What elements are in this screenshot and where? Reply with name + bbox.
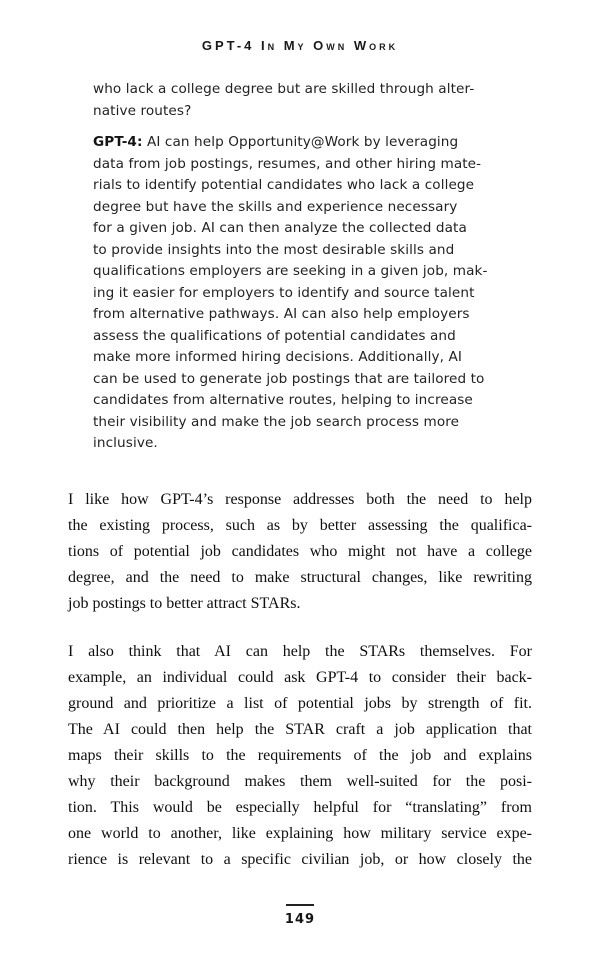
question-excerpt-block — [93, 79, 540, 122]
running-header-title: GPT-4 In My Own Work — [201, 38, 399, 53]
text-line: ing it easier for employers to identify and source talent — [93, 284, 475, 301]
text-line: assess the qualifications of potential candidates and — [93, 327, 456, 344]
text-line: I like how GPT-4’s response addresses both the need to help — [68, 490, 532, 508]
text-line: who lack a college degree but are skilled through alter- — [93, 81, 475, 97]
text-line: ground and prioritize a list of potential jobs by strength of fit. — [68, 694, 532, 712]
page-footer — [0, 904, 600, 927]
body-paragraph-1 — [68, 487, 532, 617]
text-line: rials to identify potential candidates who lack a college — [93, 177, 475, 193]
text-line: make more informed hiring decisions. Additionally, AI — [93, 349, 462, 365]
text-line: maps their skills to the requirements of the job and explains — [68, 746, 532, 764]
text-line: native routes? — [93, 102, 192, 119]
text-line: The AI could then help the STAR craft a job application that — [68, 720, 532, 738]
text-line: rience is relevant to a specific civilian job, or how closely the — [68, 850, 532, 868]
text-line: to provide insights into the most desirable skills and — [93, 241, 455, 258]
text-line: example, an individual could ask GPT-4 to consider their back- — [68, 668, 532, 686]
speaker-label: GPT-4: — [93, 134, 143, 150]
text-line: job postings to better attract STARs. — [68, 594, 301, 612]
text-line: the existing process, such as by better assessing the qualifica- — [68, 516, 532, 534]
text-line — [93, 132, 540, 154]
text-line: from alternative pathways. AI can also help employers — [93, 306, 470, 322]
text-line: one world to another, like explaining how military service expe- — [68, 824, 532, 842]
text-line: for a given job. AI can then analyze the collected data — [93, 220, 467, 236]
text-line: candidates from alternative routes, helping to increase — [93, 392, 473, 408]
text-line: inclusive. — [93, 435, 158, 451]
text-line: their visibility and make the job search process more — [93, 413, 460, 430]
body-paragraph-2 — [68, 639, 532, 873]
text-line: degree, and the need to make structural changes, like rewriting — [68, 568, 532, 586]
text-line: I also think that AI can help the STARs themselves. For — [68, 642, 532, 660]
text-line: tions of potential job candidates who might not have a college — [68, 542, 532, 560]
text-line: degree but have the skills and experience necessary — [93, 198, 458, 215]
text-line: can be used to generate job postings that are tailored to — [93, 370, 485, 387]
answer-first-line-text: AI can help Opportunity@Work by leveraging — [146, 134, 459, 150]
book-page — [0, 38, 600, 965]
answer-excerpt-lines — [93, 154, 540, 455]
text-line: data from job postings, resumes, and other hiring mate- — [93, 155, 482, 172]
answer-excerpt-block — [93, 132, 540, 455]
text-line: why their background makes them well-suited for the posi- — [68, 772, 532, 790]
footer-rule — [286, 904, 314, 906]
text-line: tion. This would be especially helpful for “translating” from — [68, 798, 532, 816]
text-line: qualifications employers are seeking in a given job, mak- — [93, 263, 488, 279]
page-number: 149 — [284, 912, 316, 927]
